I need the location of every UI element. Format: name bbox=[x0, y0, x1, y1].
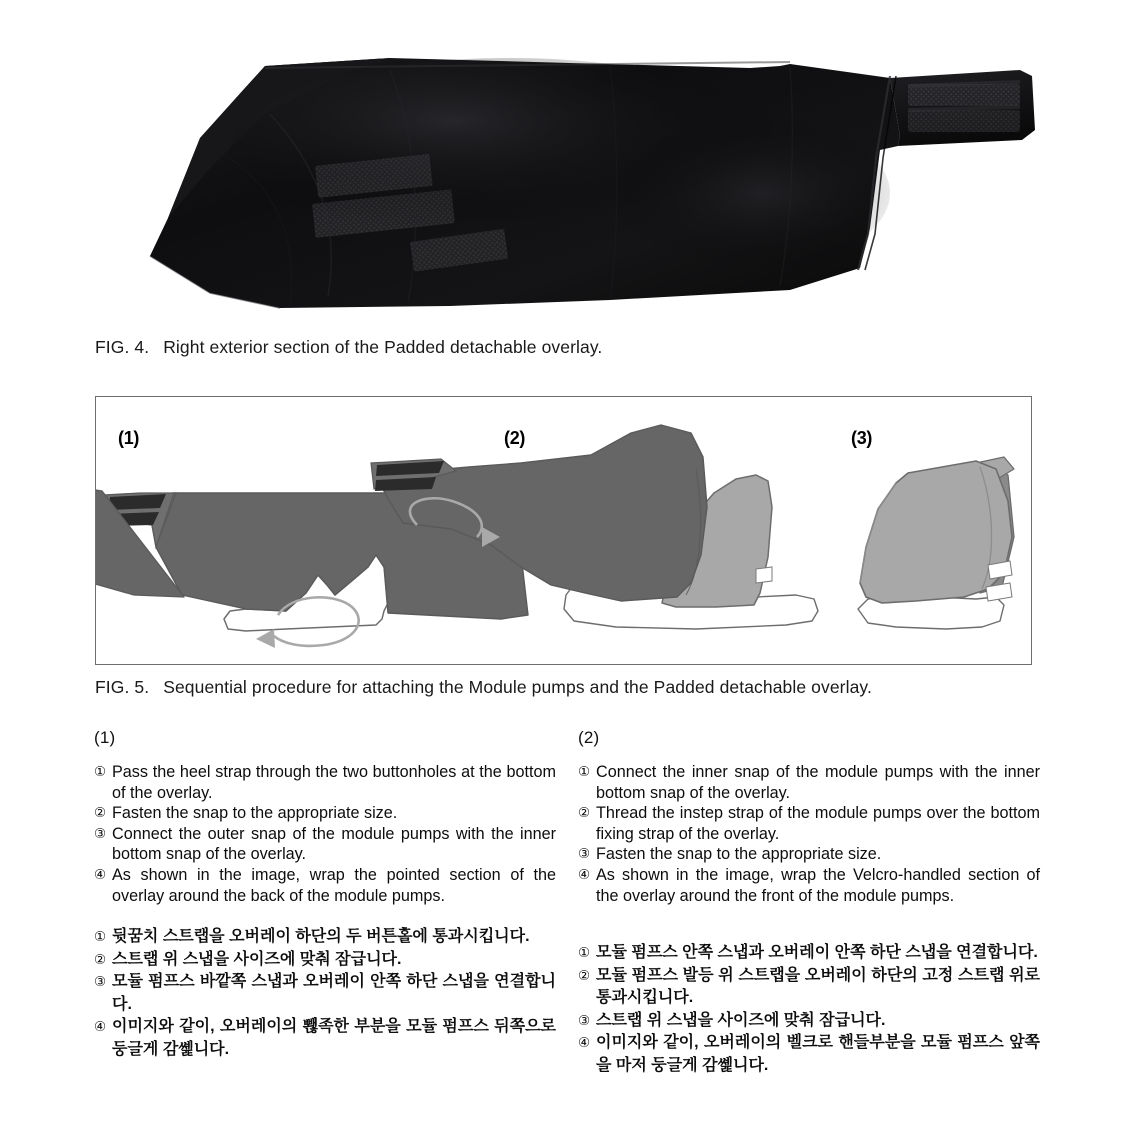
step-marker: ③ bbox=[578, 846, 591, 862]
step-marker: ① bbox=[578, 945, 591, 960]
instructions-right-heading: (2) bbox=[578, 728, 600, 747]
step-marker: ③ bbox=[578, 1012, 591, 1028]
panel-3-illustration bbox=[858, 457, 1014, 629]
figure-4-caption bbox=[95, 337, 602, 358]
panel-label-3: (3) bbox=[851, 428, 873, 448]
list-item bbox=[94, 926, 556, 949]
step-text: 모듈 펌프스 바깥쪽 스냅과 오버레이 안쪽 하단 스냅을 연결합니다. bbox=[112, 973, 556, 1013]
step-marker: ② bbox=[94, 951, 107, 967]
instructions-left-korean-block bbox=[94, 926, 556, 1061]
step-text: 모듈 펌프스 안쪽 스냅과 오버레이 안쪽 하단 스냅을 연결합니다. bbox=[596, 944, 1038, 961]
figure-4-label: FIG. 4. bbox=[95, 337, 150, 357]
instructions-column-right bbox=[578, 728, 1040, 906]
figure-5-illustration bbox=[96, 397, 1030, 663]
list-item bbox=[94, 949, 556, 972]
step-marker: ① bbox=[94, 764, 107, 779]
list-item bbox=[578, 844, 1040, 865]
step-marker: ① bbox=[578, 764, 591, 779]
step-text: As shown in the image, wrap the pointed section of the overlay around the back of the module pumps. bbox=[112, 865, 556, 905]
figure-4-caption-text: Right exterior section of the Padded detachable overlay. bbox=[163, 337, 603, 357]
list-item bbox=[94, 1016, 556, 1061]
step-text: 이미지와 같이, 오버레이의 뽾족한 부분을 모듈 펌프스 뒤쪽으로 둥글게 감쏉니다. bbox=[112, 1018, 556, 1058]
list-item bbox=[578, 1010, 1040, 1033]
instructions-column-left bbox=[94, 728, 556, 906]
step-text: 이미지와 같이, 오버레이의 벨크로 핸들부분을 모듈 펌프스 앞쪽을 마저 둥글게 감쏉니다. bbox=[596, 1034, 1040, 1074]
instructions-right-korean-list bbox=[578, 942, 1040, 1077]
list-item bbox=[94, 762, 556, 803]
step-text: 스트랩 위 스냅을 사이즈에 맞춰 잠급니다. bbox=[596, 1011, 886, 1029]
step-text: Fasten the snap to the appropriate size. bbox=[112, 804, 398, 823]
panel-label-1: (1) bbox=[118, 428, 140, 448]
panel-label-2: (2) bbox=[504, 428, 526, 448]
step-marker: ② bbox=[578, 967, 591, 983]
list-item bbox=[94, 971, 556, 1016]
figure-5-diagram-frame bbox=[95, 396, 1032, 665]
list-item bbox=[578, 1032, 1040, 1077]
step-text: Pass the heel strap through the two buttonholes at the bottom of the overlay. bbox=[112, 763, 556, 802]
step-marker: ② bbox=[578, 805, 591, 821]
step-text: 스트랩 위 스냅을 사이즈에 맞춰 잠급니다. bbox=[112, 950, 402, 968]
step-marker: ④ bbox=[94, 1019, 107, 1034]
step-text: Connect the outer snap of the module pumps with the inner bottom snap of the overlay. bbox=[112, 824, 556, 864]
step-text: 모듈 펌프스 발등 위 스트랩을 오버레이 하단의 고정 스트랩 위로 통과시킵니다. bbox=[596, 966, 1040, 1006]
step-marker: ④ bbox=[578, 1035, 591, 1050]
list-item bbox=[94, 803, 556, 824]
step-marker: ③ bbox=[94, 974, 107, 989]
instructions-right-korean-block bbox=[578, 942, 1040, 1077]
step-text: As shown in the image, wrap the Velcro-handled section of the overlay around the front of the module pumps. bbox=[596, 865, 1040, 905]
instructions-left-english-list bbox=[94, 762, 556, 906]
step-marker: ④ bbox=[94, 866, 107, 882]
step-text: Connect the inner snap of the module pumps with the inner bottom snap of the overlay. bbox=[596, 763, 1040, 802]
figure-5-caption-text: Sequential procedure for attaching the Module pumps and the Padded detachable overlay. bbox=[163, 677, 872, 697]
step-marker: ④ bbox=[578, 866, 591, 882]
figure-4-photograph bbox=[90, 18, 1040, 318]
instructions-left-korean-list bbox=[94, 926, 556, 1061]
step-text: 뒷꿈치 스트랩을 오버레이 하단의 두 버튼홀에 통과시킵니다. bbox=[112, 928, 530, 945]
list-item bbox=[94, 824, 556, 865]
step-marker: ② bbox=[94, 805, 107, 821]
list-item bbox=[578, 762, 1040, 803]
figure-5-caption bbox=[95, 677, 872, 698]
list-item bbox=[578, 865, 1040, 906]
list-item bbox=[578, 803, 1040, 844]
figure-5-label: FIG. 5. bbox=[95, 677, 150, 697]
list-item bbox=[578, 942, 1040, 965]
instructions-left-heading: (1) bbox=[94, 728, 116, 747]
step-marker: ③ bbox=[94, 825, 107, 841]
list-item bbox=[94, 865, 556, 906]
instructions-right-english-list bbox=[578, 762, 1040, 906]
step-text: Thread the instep strap of the module pumps over the bottom fixing strap of the overlay. bbox=[596, 804, 1040, 843]
step-marker: ① bbox=[94, 929, 107, 944]
list-item bbox=[578, 965, 1040, 1010]
step-text: Fasten the snap to the appropriate size. bbox=[596, 845, 882, 864]
